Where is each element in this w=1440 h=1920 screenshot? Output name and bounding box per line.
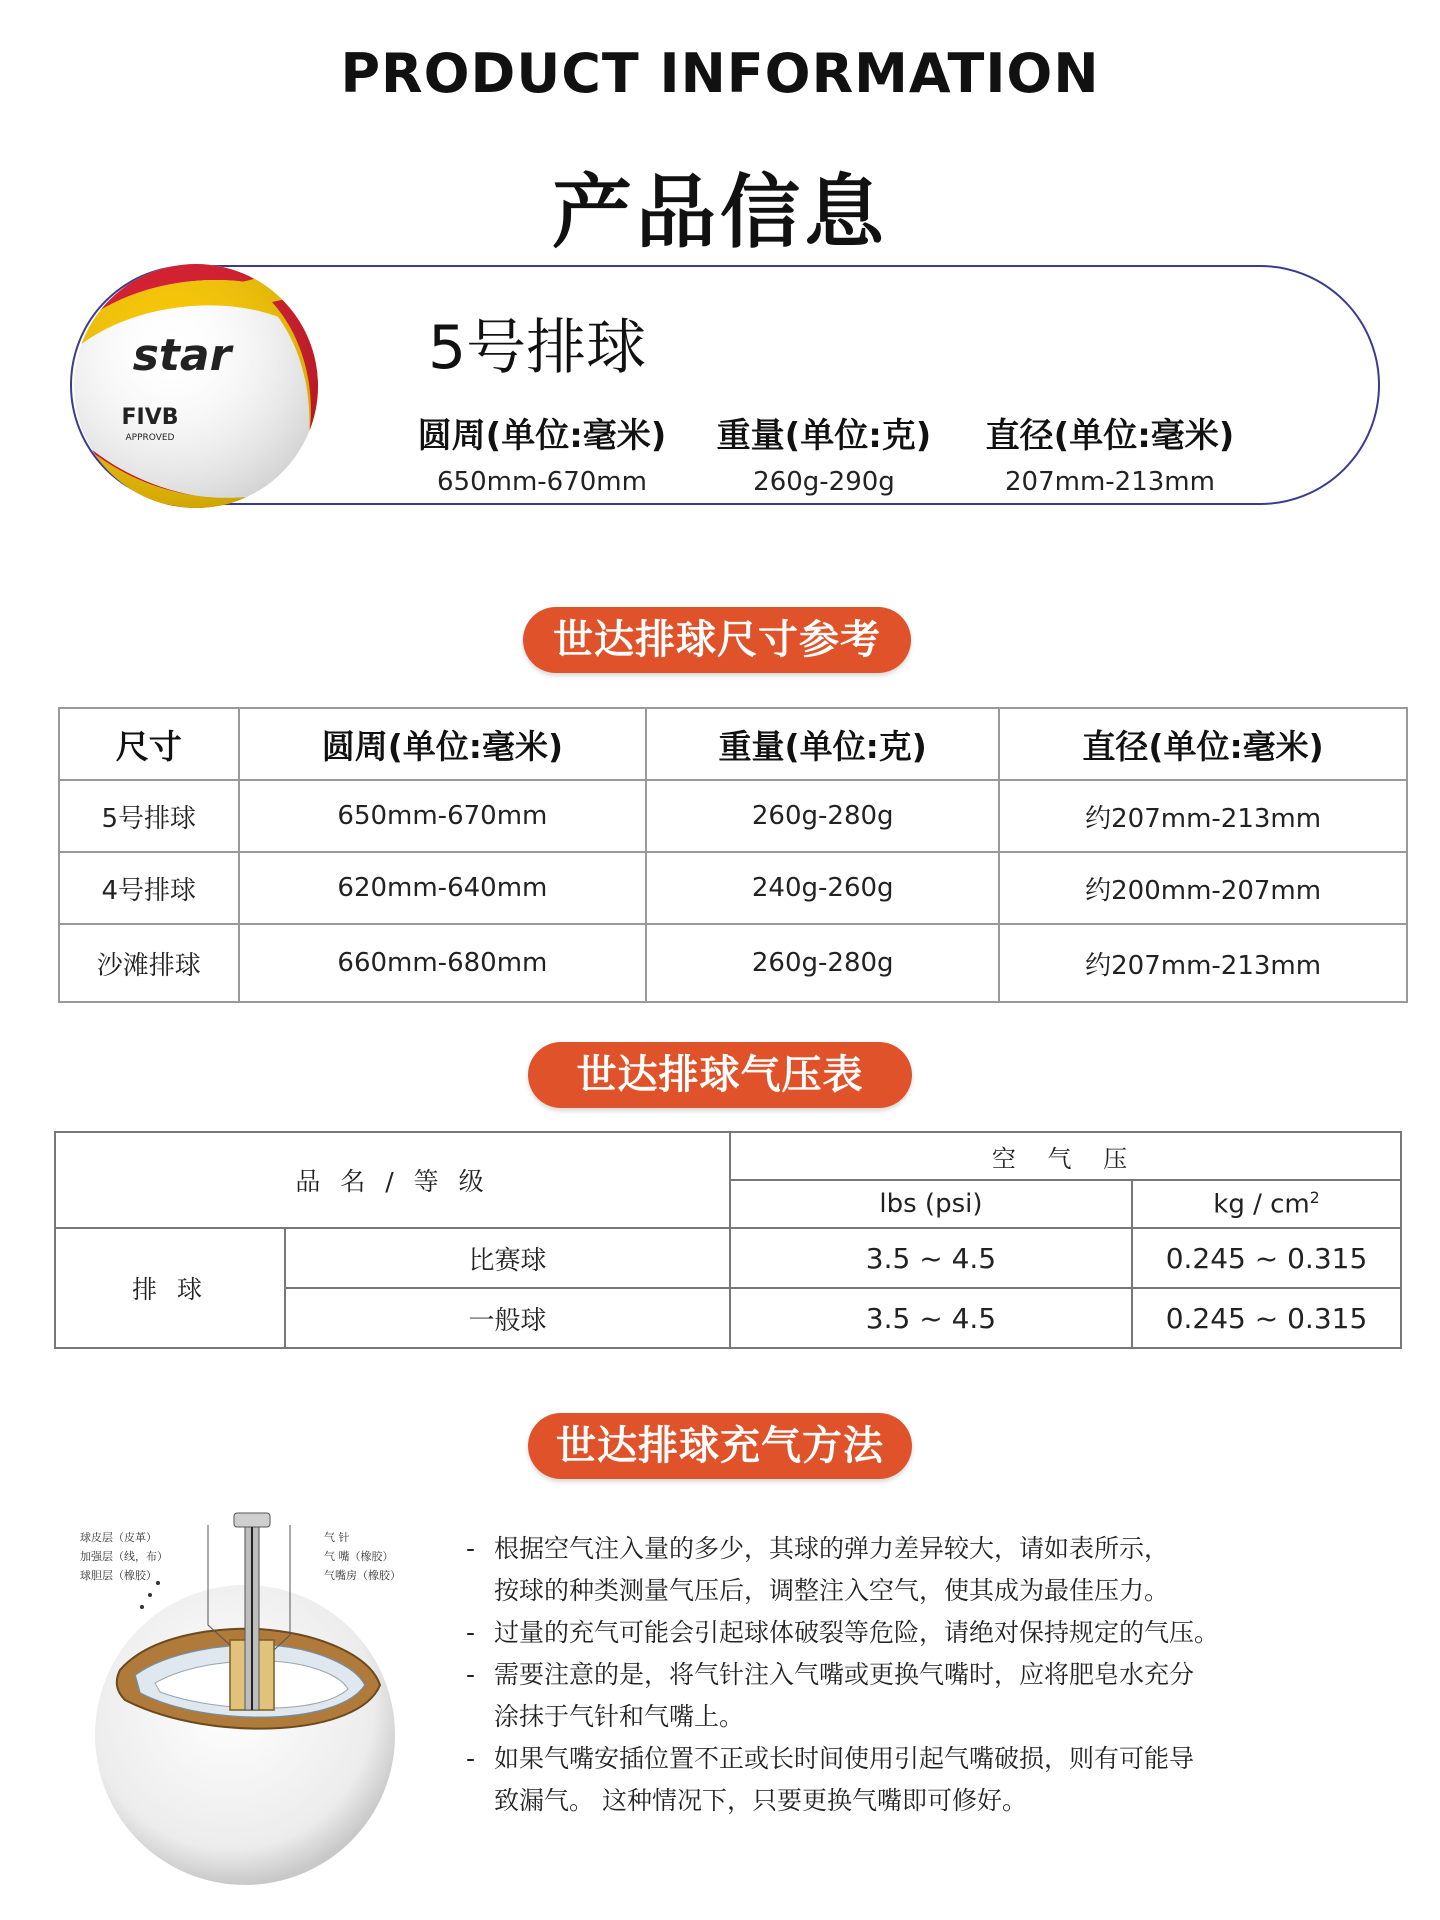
unit-psi-header: lbs (psi) [730,1180,1132,1228]
note-item [462,1612,1362,1654]
table-row [59,780,1407,852]
table-cell: 240g-260g [646,852,999,924]
psi-cell: 3.5 ~ 4.5 [730,1228,1132,1288]
kg-cell: 0.245 ~ 0.315 [1132,1228,1401,1288]
table-row [55,1228,1401,1288]
table-cell: 260g-280g [646,780,999,852]
ball-cross-section-diagram [80,1485,420,1885]
ball-badge-text: FIVB [121,405,179,430]
spec-label: 重量(单位:克) [716,416,932,456]
table-header-cell: 直径(单位:毫米) [999,708,1407,780]
diagram-label-valve: 气 嘴（橡胶） [324,1550,394,1563]
spec-circumference [412,408,672,497]
table-cell: 260g-280g [646,924,999,1002]
table-header-cell: 尺寸 [59,708,239,780]
spec-weight [694,408,954,497]
table-cell: 约207mm-213mm [999,924,1407,1002]
table-header-cell: 圆周(单位:毫米) [239,708,647,780]
note-item [462,1738,1362,1822]
table-cell: 650mm-670mm [239,780,647,852]
page-title-en: PRODUCT INFORMATION [340,42,1100,105]
inflation-notes [462,1528,1362,1822]
diagram-label-reinforce: 加强层（线，布） [80,1550,168,1563]
unit-kg-header [1132,1180,1401,1228]
table-row [59,924,1407,1002]
spec-label: 直径(单位:毫米) [985,416,1235,456]
note-line: - 根据空气注入量的多少，其球的弹力差异较大，请如表所示， [494,1534,1170,1563]
unit-kg-superscript: 2 [1309,1188,1320,1207]
ball-brand-text: star [132,330,232,381]
note-line: 致漏气。 这种情况下，只要更换气嘴即可修好。 [494,1786,1027,1815]
pressure-heading: 世达排球气压表 [528,1042,912,1108]
spec-diameter [980,408,1240,497]
product-name: 5号排球 [428,313,647,383]
table-cell: 约207mm-213mm [999,780,1407,852]
note-line: 按球的种类测量气压后，调整注入空气，使其成为最佳压力。 [494,1576,1170,1605]
table-cell: 4号排球 [59,852,239,924]
page-title-cn: 产品信息 [552,166,888,259]
size-reference-heading: 世达排球尺寸参考 [523,607,911,673]
diagram-label-bladder: 球胆层（橡胶） [80,1569,157,1582]
spec-value: 260g-290g [753,467,895,497]
note-line: - 如果气嘴安插位置不正或长时间使用引起气嘴破损，则有可能导 [494,1744,1195,1773]
inflation-heading: 世达排球充气方法 [528,1413,912,1479]
category-cell: 排 球 [55,1228,285,1348]
table-cell: 660mm-680mm [239,924,647,1002]
table-header-row [59,708,1407,780]
spec-value: 650mm-670mm [437,467,647,497]
table-cell: 620mm-640mm [239,852,647,924]
grade-cell: 比赛球 [285,1228,730,1288]
note-line: 涂抹于气针和气嘴上。 [494,1702,745,1731]
pressure-table [54,1131,1402,1349]
diagram-label-needle: 气 针 [324,1531,350,1544]
diagram-label-leather: 球皮层（皮革） [80,1531,157,1544]
unit-kg-text: kg / cm [1213,1189,1310,1220]
ball-badge-sub-text: APPROVED [125,433,175,443]
note-line: - 需要注意的是，将气针注入气嘴或更换气嘴时，应将肥皂水充分 [494,1660,1195,1689]
table-cell: 约200mm-207mm [999,852,1407,924]
air-pressure-header: 空 气 压 [730,1132,1401,1180]
spec-label: 圆周(单位:毫米) [417,416,667,456]
grade-cell: 一般球 [285,1288,730,1348]
table-header-row [55,1132,1401,1180]
diagram-label-valve-housing: 气嘴房（橡胶） [324,1569,401,1582]
size-reference-table [58,707,1408,1003]
table-cell: 沙滩排球 [59,924,239,1002]
kg-cell: 0.245 ~ 0.315 [1132,1288,1401,1348]
table-row [59,852,1407,924]
volleyball-image [72,262,320,510]
name-grade-header: 品 名 / 等 级 [55,1132,730,1228]
note-line: - 过量的充气可能会引起球体破裂等危险，请绝对保持规定的气压。 [494,1618,1220,1647]
spec-value: 207mm-213mm [1005,467,1215,497]
table-cell: 5号排球 [59,780,239,852]
note-item [462,1528,1362,1612]
psi-cell: 3.5 ~ 4.5 [730,1288,1132,1348]
note-item [462,1654,1362,1738]
table-header-cell: 重量(单位:克) [646,708,999,780]
cross-section-illustration [80,1485,420,1885]
